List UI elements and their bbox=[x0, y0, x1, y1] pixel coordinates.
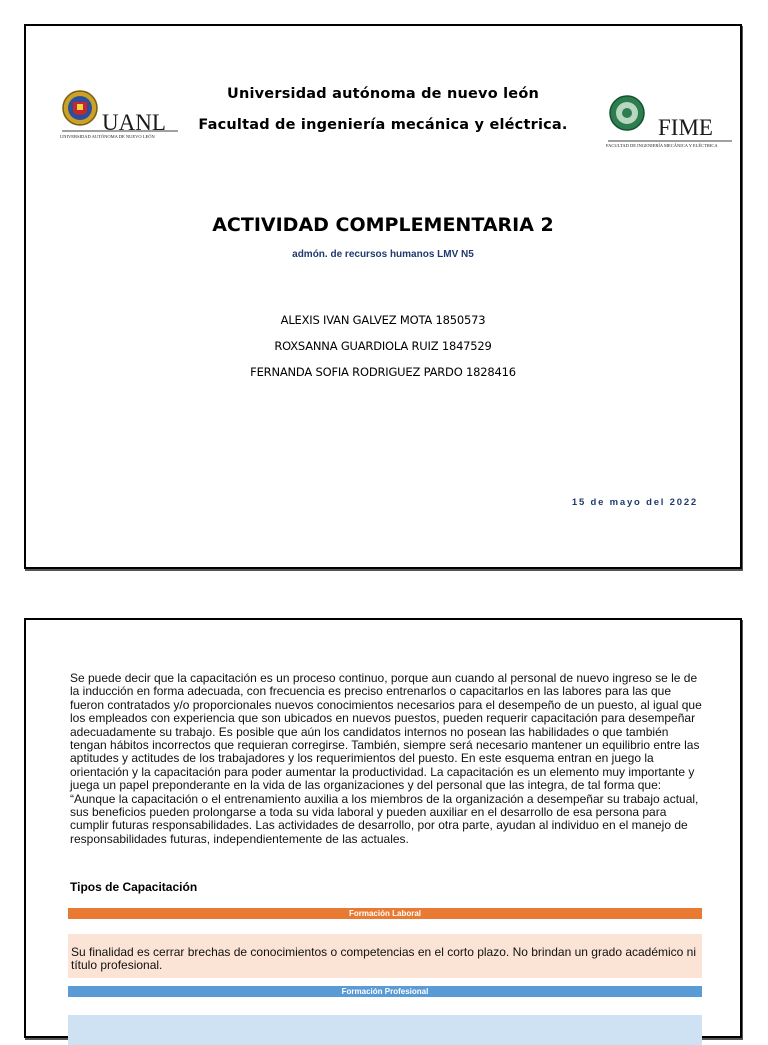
type-header-formacion-laboral: Formación Laboral bbox=[68, 908, 702, 919]
fime-logo-caption: FACULTAD DE INGENIERÍA MECÁNICA Y ELÉCTRICA bbox=[606, 143, 718, 148]
type-description-formacion-laboral: Su finalidad es cerrar brechas de conocimientos o competencias en el corto plazo. No brindan un grado académico ni título profesional. bbox=[68, 934, 702, 978]
uanl-logo-caption: UNIVERSIDAD AUTÓNOMA DE NUEVO LEÓN bbox=[60, 134, 155, 139]
type-description-formacion-profesional bbox=[68, 1015, 702, 1045]
student-name: ROXSANNA GUARDIOLA RUIZ 1847529 bbox=[274, 339, 492, 353]
cover-page bbox=[24, 24, 742, 569]
student-name: FERNANDA SOFIA RODRIGUEZ PARDO 1828416 bbox=[250, 365, 516, 379]
university-name: Universidad autónoma de nuevo león bbox=[226, 86, 539, 102]
content-page bbox=[24, 618, 742, 1038]
uanl-logo-text: UANL bbox=[102, 110, 166, 135]
student-name: ALEXIS IVAN GALVEZ MOTA 1850573 bbox=[280, 313, 486, 327]
document-subtitle: admón. de recursos humanos LMV N5 bbox=[292, 249, 474, 260]
type-header-formacion-profesional: Formación Profesional bbox=[68, 986, 702, 997]
section-title: Tipos de Capacitación bbox=[70, 880, 198, 894]
document-title: ACTIVIDAD COMPLEMENTARIA 2 bbox=[212, 214, 554, 236]
fime-logo-text: FIME bbox=[658, 115, 713, 140]
intro-paragraph: Se puede decir que la capacitación es un proceso continuo, porque aun cuando al personal de nuevo ingreso se le de la inducción en forma adecuada, con frecuencia es preciso entrenarlos o capacitarlos en las labores para las que fueron contratados y/o proporcionales nuevos conocimientos necesarios para el desempeño de un puesto, al igual que los empleados con experiencia que son ubicados en nuevos puestos, pueden requerir capacitación para desempeñar adecuadamente su trabajo. Es posible que aún los candidatos internos no posean las habilidades o que también tengan hábitos incorrectos que requieran corregirse. También, siempre será necesario mantener un equilibrio entre las aptitudes y actitudes de los trabajadores y los requerimientos del puesto. En este esquema entran en juego la orientación y la capacitación para poder aumentar la productividad. La capacitación es un elemento muy importante y juega un papel preponderante en la vida de las organizaciones y del personal que las integra, de tal forma que: “Aunque la capacitación o el entrenamiento auxilia a los miembros de la organización a desempeñar su trabajo actual, sus beneficios pueden prolongarse a toda su vida laboral y pueden auxiliar en el desarrollo de esa persona para cumplir futuras responsabilidades. Las actividades de desarrollo, por otra parte, ayudan al individuo en el manejo de responsabilidades futuras, independientemente de las actuales. bbox=[70, 671, 702, 846]
faculty-name: Facultad de ingeniería mecánica y eléctrica. bbox=[198, 117, 568, 133]
document-date: 15 de mayo del 2022 bbox=[571, 497, 698, 508]
